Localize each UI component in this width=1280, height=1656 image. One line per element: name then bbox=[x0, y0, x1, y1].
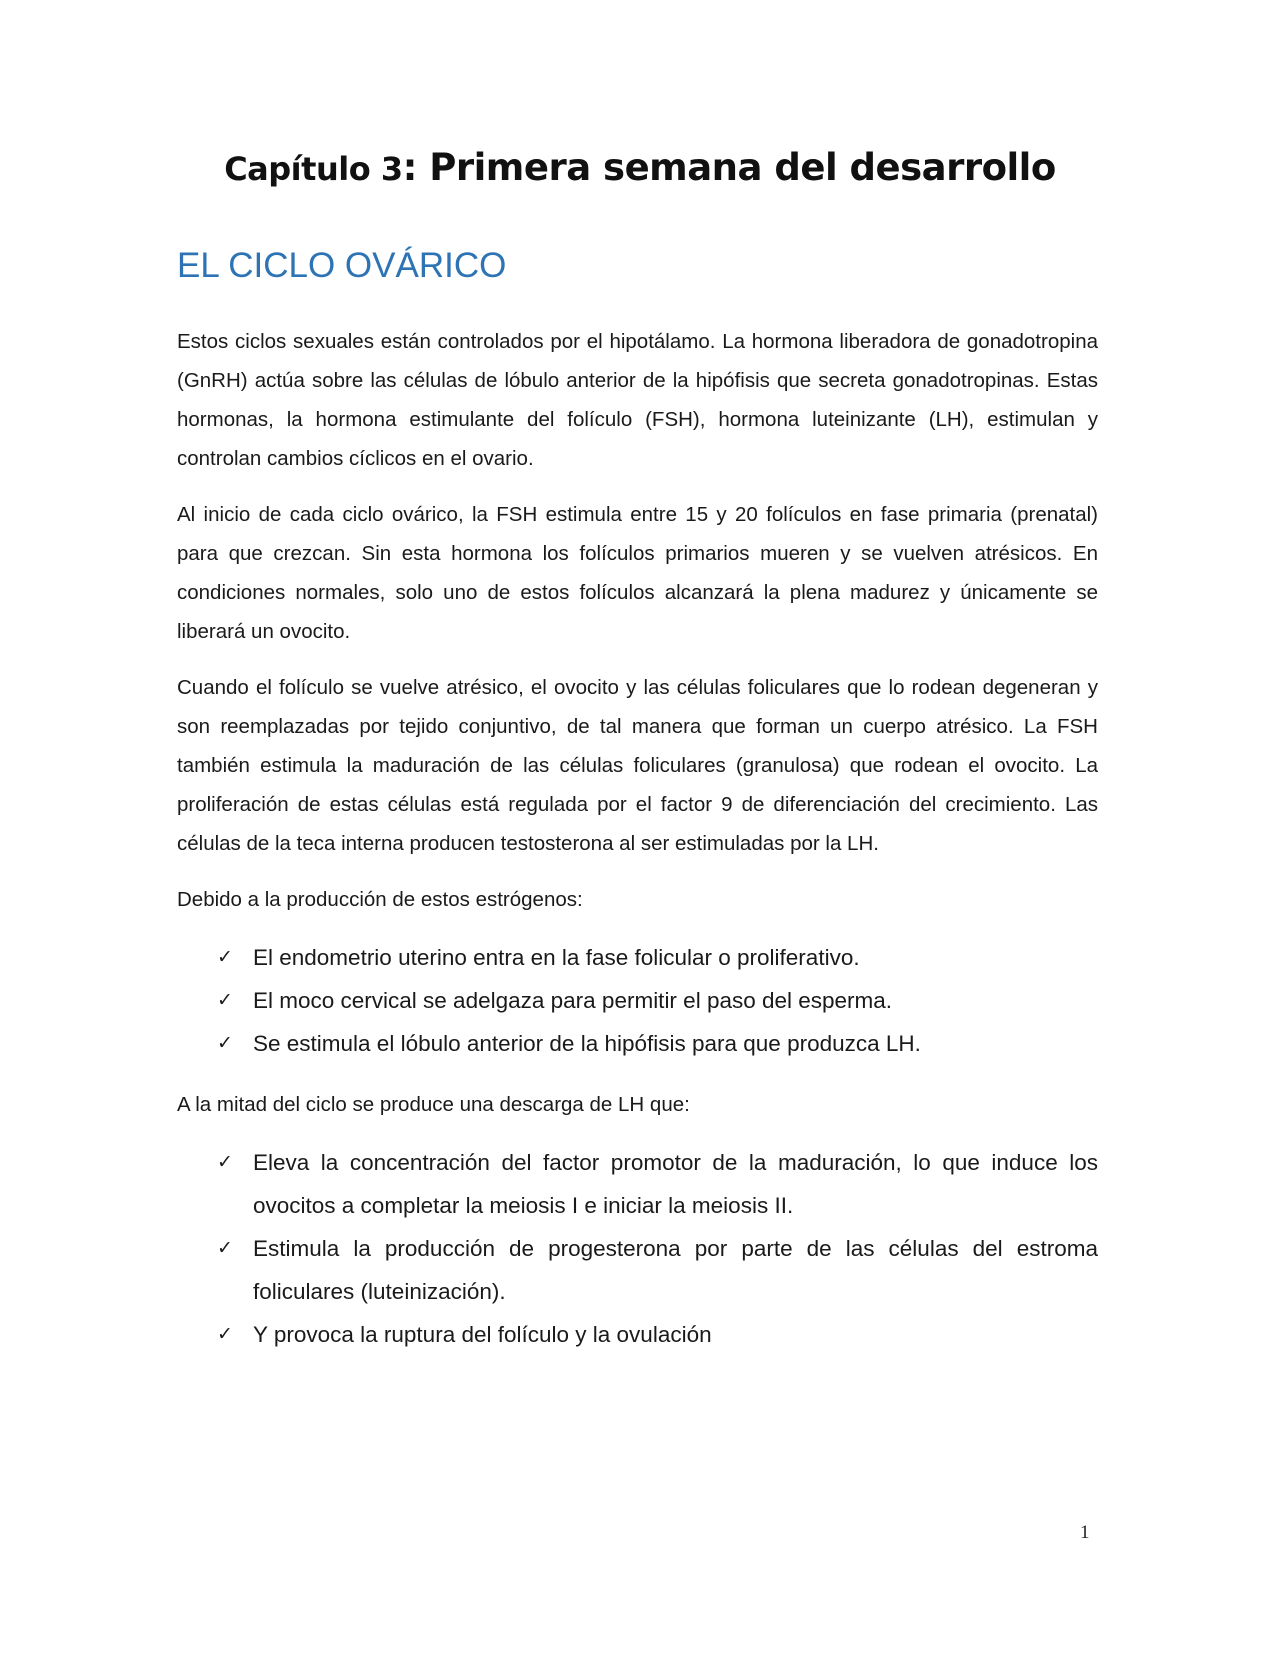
list-item bbox=[217, 1141, 1098, 1227]
list-item-text: Eleva la concentración del factor promotor de la maduración, lo que induce los ovocitos a completar la meiosis I e iniciar la meiosis II. bbox=[253, 1149, 1098, 1218]
list-item-text: El moco cervical se adelgaza para permitir el paso del esperma. bbox=[253, 987, 893, 1013]
list-item-text: Y provoca la ruptura del folículo y la ovulación bbox=[253, 1321, 712, 1347]
list1-intro: Debido a la producción de estos estrógenos: bbox=[177, 887, 583, 911]
chapter-title-prefix: Capítulo 3 bbox=[224, 150, 403, 188]
check-icon: ✓ bbox=[217, 945, 233, 968]
list-item bbox=[217, 1022, 1098, 1065]
check-icon: ✓ bbox=[217, 1236, 233, 1259]
document-body bbox=[177, 244, 1098, 1376]
chapter-title-rest: : Primera semana del desarrollo bbox=[402, 146, 1056, 189]
lh-surge-effects-list bbox=[177, 1141, 1098, 1356]
list-item bbox=[217, 979, 1098, 1022]
list2-intro: A la mitad del ciclo se produce una descarga de LH que: bbox=[177, 1092, 690, 1116]
chapter-title bbox=[0, 146, 1280, 189]
check-icon: ✓ bbox=[217, 1031, 233, 1054]
paragraph-1: Estos ciclos sexuales están controlados por el hipotálamo. La hormona liberadora de gonadotropina (GnRH) actúa sobre las células de lóbulo anterior de la hipófisis que secreta gonadotropinas. Estas hormonas, la hormona estimulante del folículo (FSH), hormona luteinizante (LH), estimulan y controlan cambios cíclicos en el ovario. bbox=[177, 329, 1098, 470]
list-item bbox=[217, 936, 1098, 979]
list-item bbox=[217, 1313, 1098, 1356]
paragraph-2: Al inicio de cada ciclo ovárico, la FSH estimula entre 15 y 20 folículos en fase primaria (prenatal) para que crezcan. Sin esta hormona los folículos primarios mueren y se vuelven atrésicos. En condiciones normales, solo uno de estos folículos alcanzará la plena madurez y únicamente se liberará un ovocito. bbox=[177, 502, 1098, 643]
list-item-text: El endometrio uterino entra en la fase folicular o proliferativo. bbox=[253, 944, 860, 970]
check-icon: ✓ bbox=[217, 1322, 233, 1345]
list-item-text: Se estimula el lóbulo anterior de la hipófisis para que produzca LH. bbox=[253, 1030, 921, 1056]
section-heading: EL CICLO OVÁRICO bbox=[177, 246, 507, 285]
list-item bbox=[217, 1227, 1098, 1313]
check-icon: ✓ bbox=[217, 988, 233, 1011]
check-icon: ✓ bbox=[217, 1150, 233, 1173]
estrogen-effects-list bbox=[177, 936, 1098, 1065]
paragraph-3: Cuando el folículo se vuelve atrésico, el ovocito y las células foliculares que lo rodean degeneran y son reemplazadas por tejido conjuntivo, de tal manera que forman un cuerpo atrésico. La FSH también estimula la maduración de las células foliculares (granulosa) que rodean el ovocito. La proliferación de estas células está regulada por el factor 9 de diferenciación del crecimiento. Las células de la teca interna producen testosterona al ser estimuladas por la LH. bbox=[177, 675, 1098, 855]
list-item-text: Estimula la producción de progesterona por parte de las células del estroma foliculares (luteinización). bbox=[253, 1235, 1098, 1304]
page-number: 1 bbox=[1080, 1522, 1090, 1543]
